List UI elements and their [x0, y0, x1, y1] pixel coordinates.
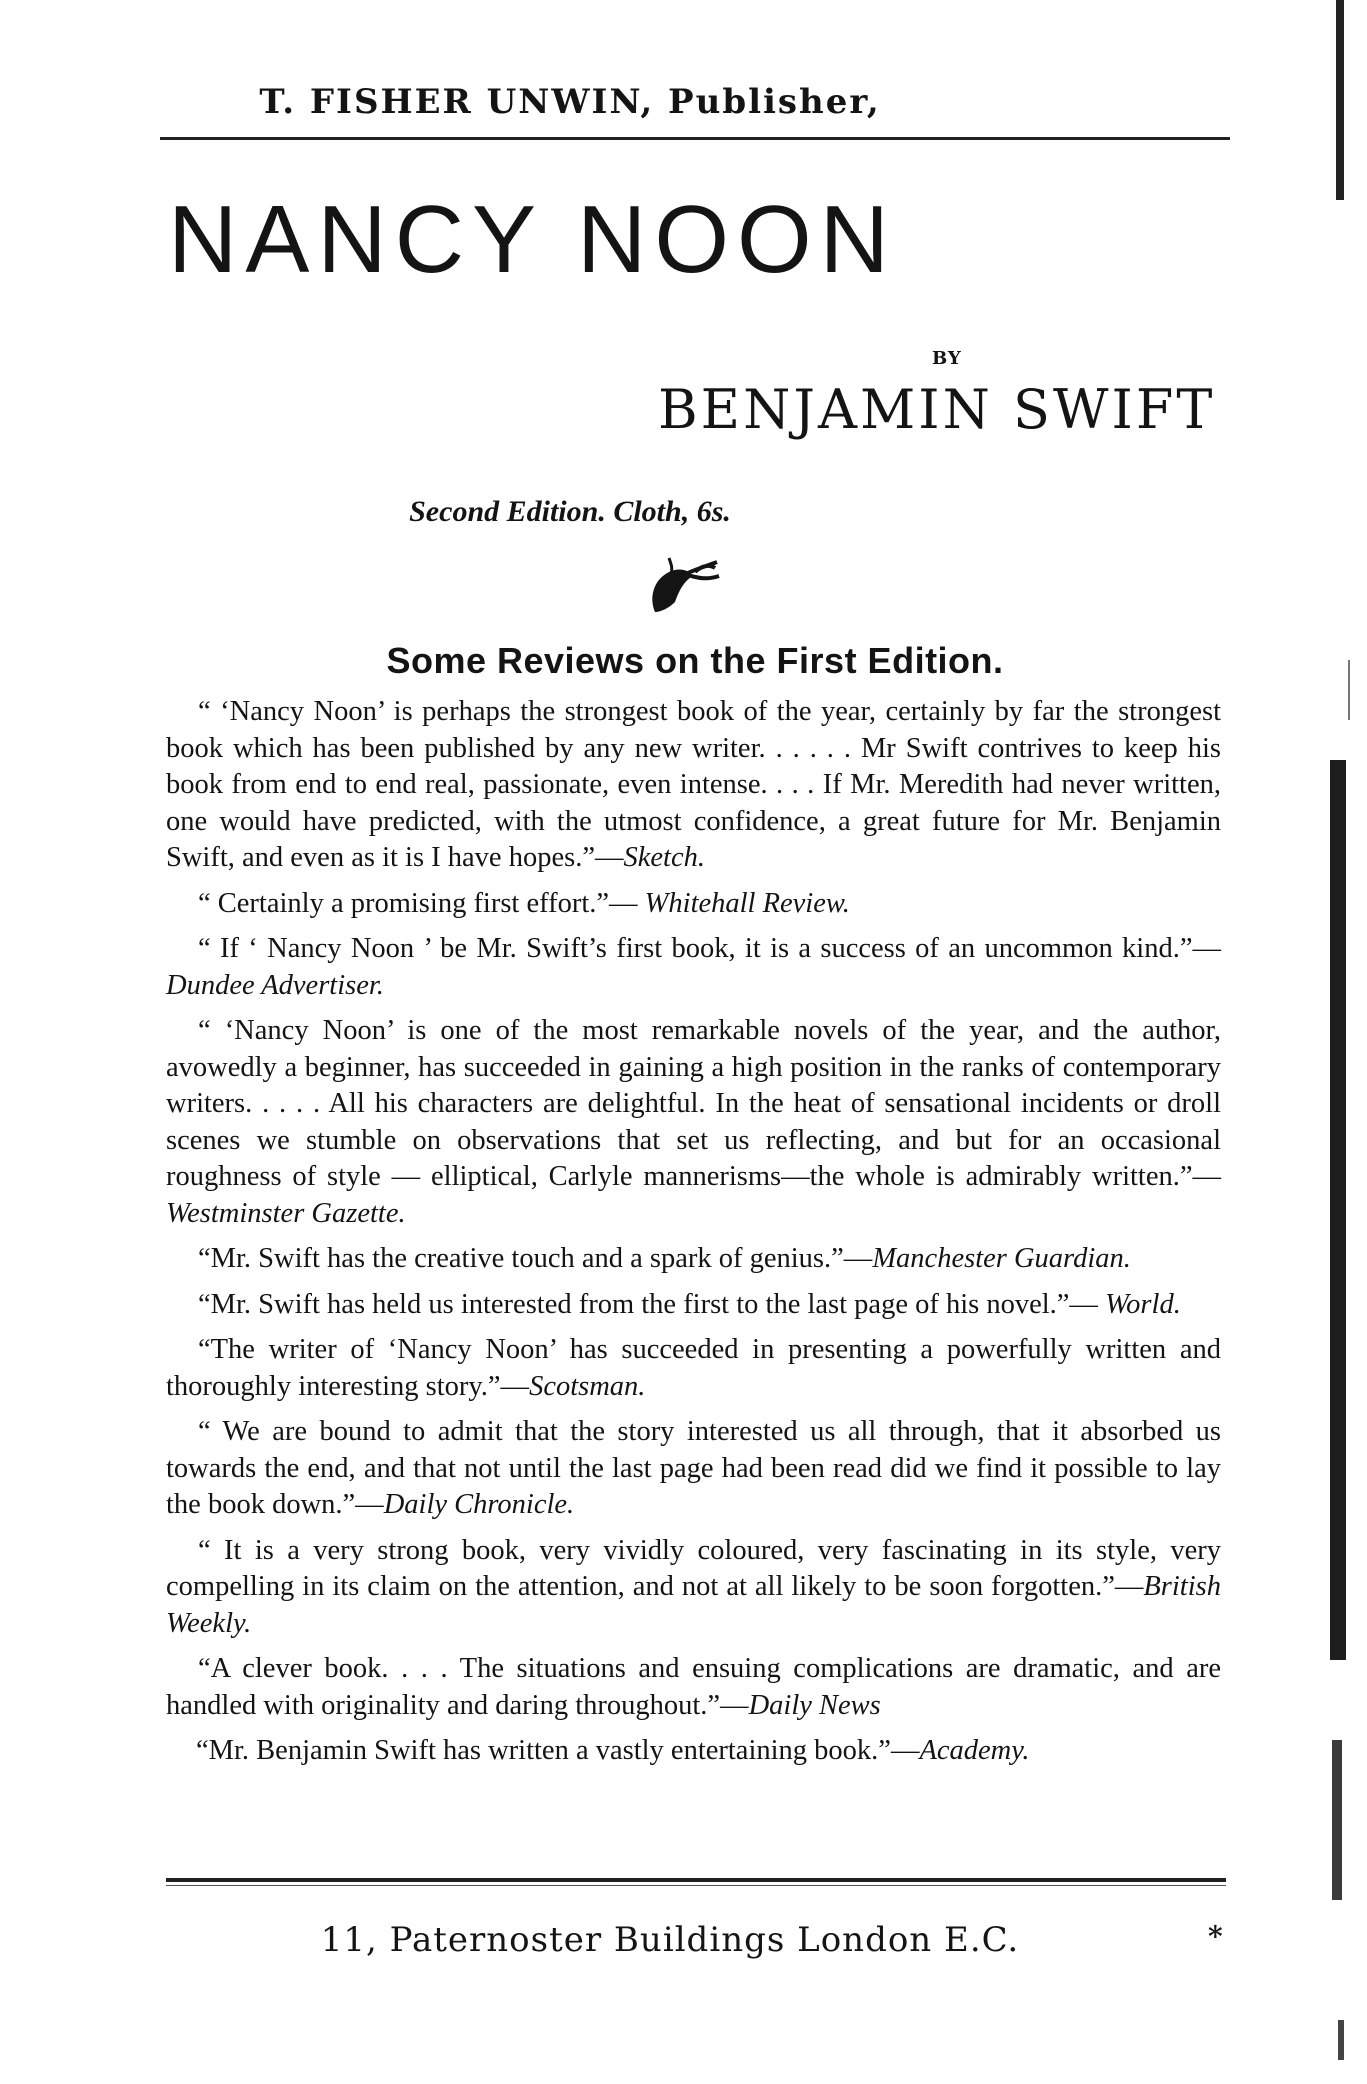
review-item	[166, 1241, 1221, 1278]
review-item	[166, 1733, 1221, 1770]
edition-price: Second Edition. Cloth, 6s.	[409, 495, 731, 528]
review-source: Academy.	[919, 1735, 1030, 1766]
review-text: “Mr. Benjamin Swift has written a vastly entertaining book.”—	[196, 1735, 920, 1766]
header-rule	[160, 137, 1230, 140]
review-item	[166, 1332, 1221, 1405]
review-text: “ We are bound to admit that the story interested us all through, that it absorbed us towards the end, and that not until the last page had been read did we find it possible to lay the book down.”—	[166, 1416, 1221, 1520]
review-source: Daily News	[748, 1689, 881, 1721]
review-source: Sketch.	[623, 842, 705, 873]
review-text: “The writer of ‘Nancy Noon’ has succeeded in presenting a powerfully written and thoroughly interesting story.”—	[166, 1334, 1221, 1402]
review-text: “ It is a very strong book, very vividly coloured, very fascinating in its style, very compelling in its claim on the attention, and not at all likely to be soon forgotten.”—	[166, 1534, 1221, 1602]
review-text: “ Certainly a promising first effort.”—	[198, 887, 645, 919]
reviews-list	[166, 694, 1221, 1779]
publisher-address: 11, Paternoster Buildings London E.C.	[320, 1920, 1020, 1960]
footer-rule	[166, 1878, 1226, 1882]
review-item	[166, 1651, 1221, 1724]
review-text: “A clever book. . . . The situations and ensuing complications are dramatic, and are handled with originality and daring throughout.”—	[166, 1653, 1221, 1721]
review-text: “ ‘Nancy Noon’ is one of the most remarkable novels of the year, and the author, avowedly a beginner, has succeeded in gaining a high position in the ranks of contemporary writers. . . . . All his characters are delightful. In the heat of sensational incidents or droll scenes we stumble on observations that set us reflecting, and but for an occasional roughness of style — elliptical, Carlyle mannerisms—the whole is admirably written.”—	[166, 1015, 1221, 1192]
scan-edge-shadow	[1318, 0, 1367, 2084]
review-item	[166, 1013, 1221, 1232]
review-source: Daily Chronicle.	[383, 1489, 575, 1520]
review-item	[166, 1533, 1221, 1643]
book-title: NANCY NOON	[168, 186, 897, 293]
review-source: Dundee Advertiser.	[166, 969, 384, 1001]
review-source: British Weekly.	[166, 1571, 1221, 1639]
review-item	[166, 1287, 1221, 1324]
review-text: “ If ‘ Nancy Noon ’ be Mr. Swift’s first book, it is a success of an uncommon kind.”—	[198, 933, 1221, 964]
review-item	[166, 886, 1221, 923]
review-source: Westminster Gazette.	[166, 1197, 406, 1229]
reviews-heading: Some Reviews on the First Edition.	[386, 640, 1004, 681]
review-source: Manchester Guardian.	[872, 1243, 1131, 1274]
review-source: World.	[1105, 1288, 1181, 1320]
review-item	[166, 931, 1221, 1004]
review-text: “Mr. Swift has the creative touch and a spark of genius.”—	[198, 1243, 873, 1274]
review-text: “Mr. Swift has held us interested from the first to the last page of his novel.”—	[198, 1288, 1106, 1320]
footer-rule-thin	[166, 1885, 1226, 1886]
by-label: BY	[932, 348, 962, 369]
review-source: Whitehall Review.	[644, 887, 850, 919]
review-source: Scotsman.	[529, 1370, 646, 1402]
review-item	[166, 694, 1221, 877]
review-item	[166, 1414, 1221, 1524]
review-text: “ ‘Nancy Noon’ is perhaps the strongest book of the year, certainly by far the strongest book which has been published by any new writer. . . . . . Mr Swift contrives to keep his book from end to end real, passionate, even intense. . . . If Mr. Meredith had never written, one would have predicted, with the utmost confidence, a great future for Mr. Benjamin Swift, and even as it is I have hopes.”—	[166, 696, 1221, 873]
footer-mark: *	[1208, 1920, 1223, 1953]
publisher-header: T. FISHER UNWIN, Publisher,	[259, 82, 881, 122]
author-name: BENJAMIN SWIFT	[658, 378, 1216, 441]
leaf-ornament-icon	[635, 550, 730, 620]
